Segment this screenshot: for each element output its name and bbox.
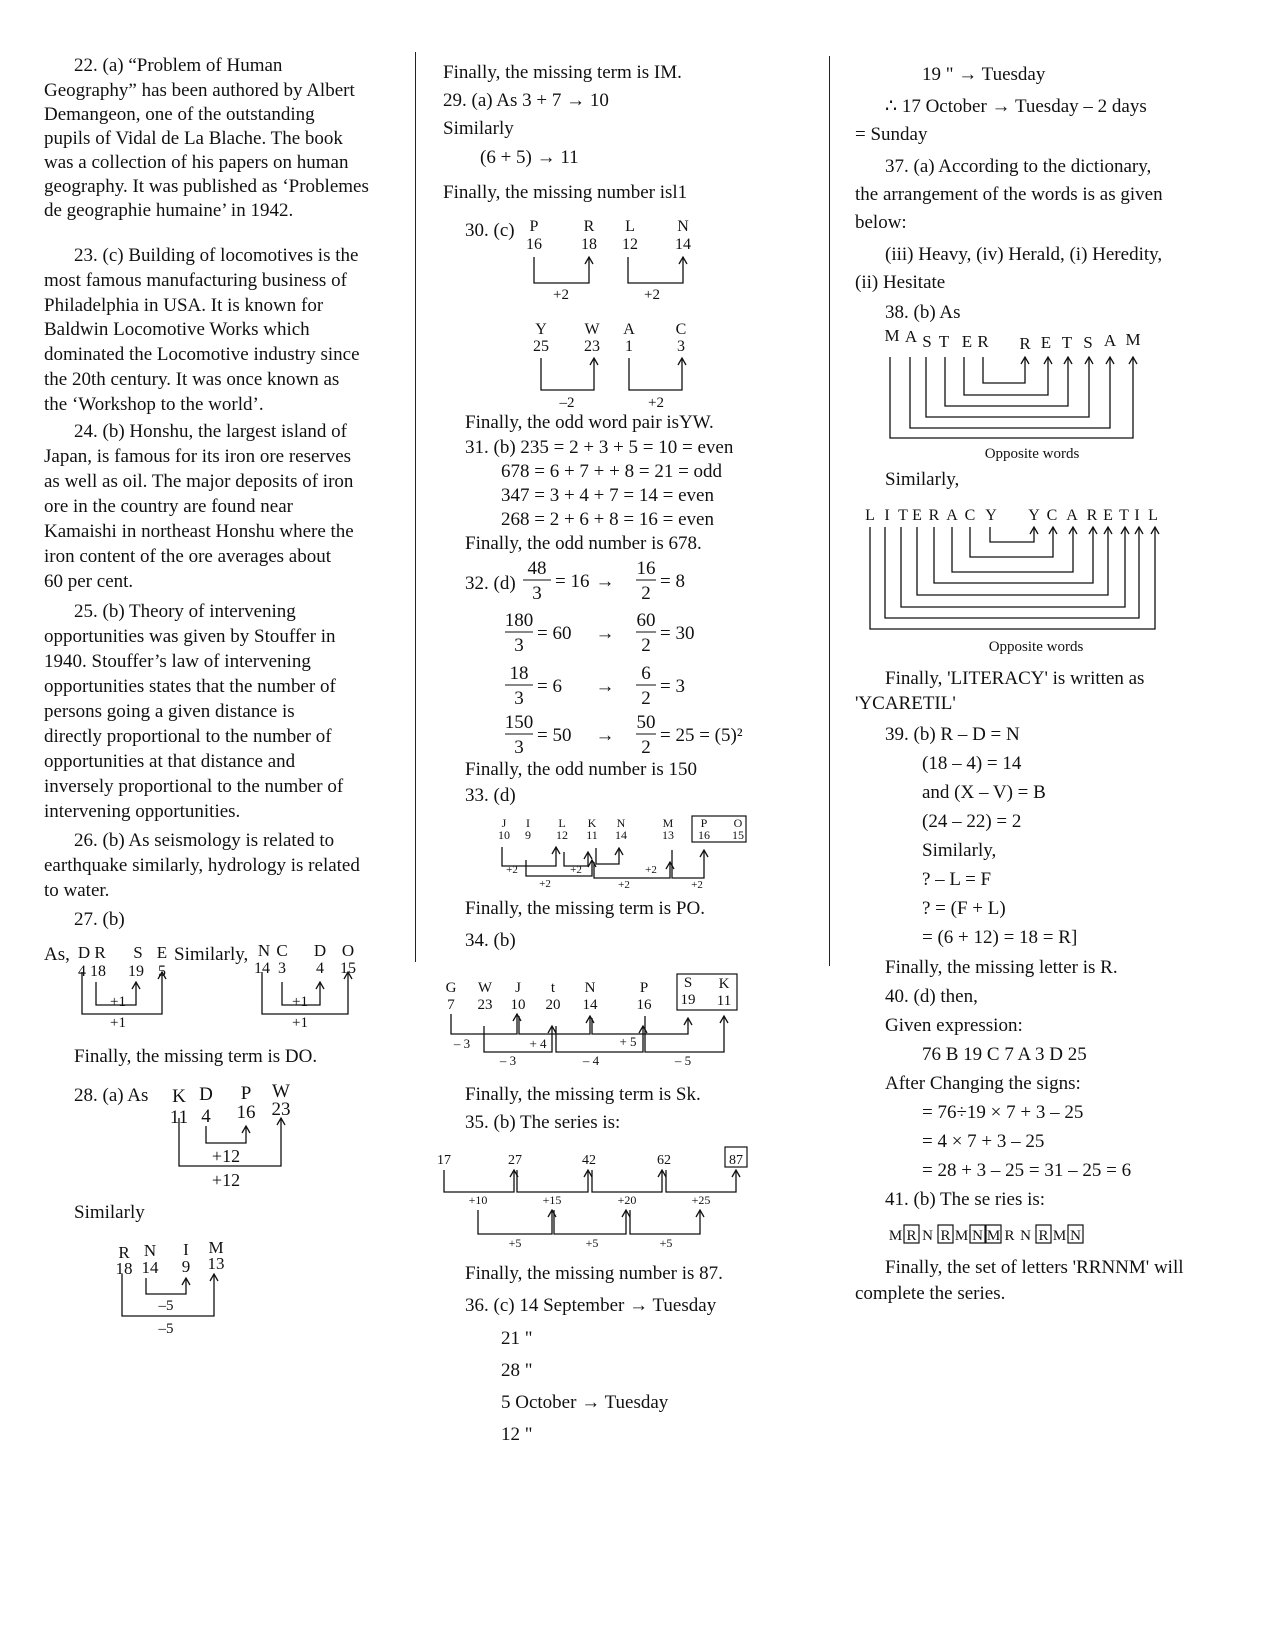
q35-diff-label: +15 [542, 1193, 562, 1207]
q41-letter: M [954, 1228, 969, 1244]
q38-a-right-letter: R [1019, 334, 1031, 353]
q28-a-outer-label: +12 [211, 1170, 241, 1190]
q27-b-letter: D [313, 941, 327, 960]
q41-letter: M [888, 1228, 903, 1244]
q38-a-right-letter: A [1103, 331, 1117, 350]
q35-second-label: +5 [508, 1236, 522, 1250]
q34-final: Finally, the missing term is Sk. [465, 1084, 701, 1105]
q32-denominator: 2 [641, 635, 651, 656]
q30-b-bracket-1 [541, 358, 594, 390]
q32-numerator: 6 [641, 663, 651, 684]
q41-letter: N [972, 1228, 983, 1244]
q29-similar: (6 + 5) → 11 [480, 147, 579, 168]
q30-b-letter: A [623, 321, 635, 338]
q28-a-num: 23 [271, 1099, 291, 1120]
q34-num: 16 [636, 997, 652, 1013]
q28-b-outer-label: –5 [158, 1321, 174, 1337]
q32-denominator: 2 [641, 583, 651, 604]
question-33-head: 33. (d) [465, 785, 516, 806]
q41-letter: N [922, 1228, 933, 1244]
q32-denominator: 3 [514, 688, 524, 709]
question-35-head: 35. (b) The series is: [465, 1112, 621, 1133]
q38-b-right-letter: E [1103, 507, 1113, 524]
question-29: 29. (a) As 3 + 7 → 10 [443, 90, 609, 111]
q27-b-outer-label: +1 [292, 1015, 308, 1031]
q32-arrow: → [595, 571, 615, 592]
q33-top-bracket-3 [596, 848, 619, 864]
q30-a-label: +2 [553, 287, 569, 303]
q38-b-right-letter: I [1134, 507, 1140, 524]
col3-line-3: = Sunday [855, 124, 928, 145]
q30-b-num: 3 [677, 338, 685, 355]
question-27-head: 27. (b) [74, 909, 125, 930]
q38-b-left-letter: E [912, 507, 922, 524]
q41-letter: R [906, 1228, 917, 1244]
q38-a-left-letter: A [904, 327, 918, 346]
q38-a-left-letter: T [938, 332, 950, 351]
q34-letter: N [584, 980, 596, 996]
q28-b-num: 13 [207, 1254, 225, 1273]
col2-similarly: Similarly [443, 118, 514, 139]
q38-a-left-letter: S [922, 332, 932, 351]
q28-a-letter: K [172, 1086, 186, 1107]
q41-letter: R [940, 1228, 951, 1244]
q28-b-inner-label: –5 [158, 1298, 174, 1314]
q41-letter: R [1038, 1228, 1049, 1244]
q33-bottom-label: +2 [539, 878, 551, 890]
q41-final-2: complete the series. [855, 1283, 1006, 1304]
q38-final-1: Finally, 'LITERACY' is written as [885, 668, 1145, 689]
q32-final: Finally, the odd number is 150 [465, 759, 698, 780]
q41-letter: M [1052, 1228, 1067, 1244]
q27-final: Finally, the missing term is DO. [74, 1046, 318, 1067]
q27-b-letter: O [341, 941, 355, 960]
q35-num: 27 [508, 1153, 522, 1168]
q27-a-letter: E [156, 943, 168, 962]
q34-num: 20 [545, 997, 561, 1013]
q33-letter: I [526, 816, 530, 830]
q32-arrow: → [595, 725, 615, 746]
q28-a-letter: D [199, 1084, 213, 1105]
q29-final: Finally, the missing number isl1 [443, 182, 688, 203]
q33-letter: M [662, 816, 674, 830]
q34-top-label: + 5 [619, 1034, 637, 1049]
q27-a-num: 19 [128, 963, 144, 980]
q34-bottom-label: – 4 [582, 1053, 600, 1068]
q34-letter: t [550, 980, 556, 996]
q28-a-letter: W [272, 1081, 290, 1102]
q38-a-left-letter: E [961, 332, 973, 351]
q38-a-bracket [983, 357, 1025, 383]
col3-line-2: ∴ 17 October → Tuesday – 2 days [885, 96, 1147, 117]
q30-a-letter: L [625, 218, 635, 235]
q28-b-inner-bracket [146, 1278, 186, 1294]
q33-num: 13 [662, 828, 674, 842]
q32-arrow: → [595, 676, 615, 697]
q30-a-letter: P [529, 218, 539, 235]
q34-letter: P [639, 980, 649, 996]
q28-b-num: 18 [115, 1259, 133, 1278]
q33-letter: O [733, 816, 743, 830]
q32-numerator: 18 [509, 663, 529, 684]
q35-bracket-4 [666, 1170, 736, 1192]
q34-num: 19 [680, 992, 696, 1008]
q30-b-bracket-2 [629, 358, 682, 390]
q30-a-num: 18 [581, 236, 597, 253]
q32-numerator: 60 [636, 610, 656, 631]
q30-a-bracket-1 [534, 257, 589, 283]
q27-a-letter: R [94, 943, 106, 962]
q34-top-label: + 4 [529, 1036, 547, 1051]
q33-num: 12 [556, 828, 568, 842]
q38-b-left-letter: A [946, 507, 958, 524]
q32-denominator: 3 [514, 635, 524, 656]
q28-a-num: 16 [236, 1102, 256, 1123]
q34-num: 7 [447, 997, 455, 1013]
q30-b-letter: Y [535, 321, 547, 338]
q32-result: = 3 [660, 676, 685, 697]
q28-a-num: 11 [169, 1107, 189, 1128]
q32-result: = 60 [537, 623, 572, 644]
q35-second-label: +5 [659, 1236, 673, 1250]
q41-letter: N [1020, 1228, 1031, 1244]
q32-result: = 25 = (5)² [660, 725, 743, 746]
q32-numerator: 16 [636, 558, 656, 579]
q28-b-letter: N [143, 1241, 157, 1260]
q35-num: 42 [582, 1153, 596, 1168]
q41-letter: R [1004, 1228, 1015, 1244]
q34-num: 23 [477, 997, 493, 1013]
q38-b-left-letter: Y [985, 507, 997, 524]
q34-bottom-label: – 5 [674, 1053, 692, 1068]
q38-a-right-letter: E [1040, 333, 1052, 352]
q27-b-num: 15 [340, 960, 356, 977]
q27-similarly-label: Similarly, [174, 944, 249, 965]
q30-b-num: 23 [584, 338, 600, 355]
q38-b-right-letter: Y [1028, 507, 1040, 524]
col2-line-1: Finally, the missing term is IM. [443, 62, 682, 83]
q33-bottom-label: +2 [691, 879, 703, 891]
q32-denominator: 3 [532, 583, 542, 604]
q38-a-bracket [926, 357, 1089, 417]
q38-b-right-letter: A [1066, 507, 1078, 524]
q35-final: Finally, the missing number is 87. [465, 1263, 723, 1284]
q33-num: 9 [525, 828, 531, 842]
q28-a-letter: P [240, 1083, 252, 1104]
q34-letter: G [445, 980, 457, 996]
q35-num: 87 [729, 1153, 743, 1168]
q27-as-label: As, [44, 944, 70, 965]
q34-letter: W [477, 980, 493, 996]
q33-bottom-bracket-3 [672, 850, 704, 878]
q38-final-2: 'YCARETIL' [855, 693, 956, 714]
q27-b-letter: N [257, 941, 271, 960]
q30-a-letter: R [583, 218, 595, 235]
q35-num: 17 [437, 1153, 451, 1168]
q38-a-left-letter: R [977, 332, 989, 351]
q28-a-num: 4 [201, 1106, 211, 1127]
q41-letter: M [986, 1228, 1001, 1244]
q35-diff-label: +25 [691, 1193, 711, 1207]
q34-top-label: – 3 [453, 1036, 471, 1051]
q32-denominator: 2 [641, 737, 651, 758]
q38-b-right-letter: T [1119, 507, 1129, 524]
q28-b-num: 9 [181, 1257, 191, 1276]
q38-b-bracket [917, 527, 1108, 595]
q33-letter: N [616, 816, 626, 830]
q35-bracket-3 [592, 1170, 662, 1192]
q33-num: 10 [498, 828, 510, 842]
q41-final-1: Finally, the set of letters 'RRNNM' will [885, 1257, 1184, 1278]
q30-a-letter: N [677, 218, 689, 235]
q35-second-bracket-2 [554, 1210, 626, 1234]
q34-num: 14 [582, 997, 598, 1013]
q35-bracket-1 [444, 1170, 514, 1192]
col3-line-1: 19 " → Tuesday [922, 64, 1046, 85]
q34-num: 11 [716, 993, 732, 1009]
q27-a-letter: D [77, 943, 91, 962]
question-28-head: 28. (a) As [74, 1085, 149, 1106]
q38-b-left-letter: R [928, 507, 940, 524]
q33-letter: L [558, 816, 566, 830]
q38-a-caption: Opposite words [984, 446, 1080, 462]
q28-b-letter: I [183, 1240, 189, 1259]
q30-b-label: +2 [648, 395, 664, 411]
q33-letter: K [587, 816, 597, 830]
q28-b-letter: M [208, 1238, 224, 1257]
q32-numerator: 50 [636, 712, 656, 733]
q33-letter: P [700, 816, 708, 830]
q35-diff-label: +10 [468, 1193, 488, 1207]
q28-a-inner-bracket [206, 1126, 246, 1143]
q27-a-outer-label: +1 [110, 1015, 126, 1031]
q38-b-right-letter: L [1148, 507, 1158, 524]
q32-denominator: 3 [514, 737, 524, 758]
q27-b-num: 3 [278, 960, 286, 977]
q38-b-right-letter: R [1086, 507, 1098, 524]
q32-numerator: 180 [504, 610, 534, 631]
q30-final: Finally, the odd word pair isYW. [465, 412, 714, 433]
q33-bottom-bracket-1 [526, 860, 592, 876]
question-41-head: 41. (b) The se ries is: [885, 1189, 1046, 1210]
q30-a-num: 14 [675, 236, 691, 253]
q35-second-bracket-1 [478, 1210, 552, 1234]
q28-b-letter: R [118, 1243, 130, 1262]
q38-b-left-letter: L [865, 507, 875, 524]
q27-b-num: 4 [316, 960, 324, 977]
q34-letter: S [683, 975, 693, 991]
q27-b-letter: C [276, 941, 288, 960]
question-34-head: 34. (b) [465, 930, 516, 951]
q28-similarly-label: Similarly [74, 1202, 145, 1223]
q33-num: 15 [732, 828, 744, 842]
q38-b-left-letter: T [898, 507, 908, 524]
q34-letter: J [515, 980, 521, 996]
q27-b-num: 14 [254, 960, 270, 977]
q32-result: = 16 [555, 571, 590, 592]
q27-a-inner-label: +1 [110, 994, 126, 1010]
q27-a-num: 18 [90, 963, 106, 980]
q35-second-label: +5 [585, 1236, 599, 1250]
q33-num: 14 [615, 828, 627, 842]
q33-bottom-label: +2 [618, 879, 630, 891]
q32-numerator: 150 [504, 712, 534, 733]
q35-diff-label: +20 [617, 1193, 637, 1207]
q33-top-label: +2 [645, 864, 657, 876]
q27-b-inner-label: +1 [292, 994, 308, 1010]
q30-a-bracket-2 [628, 257, 683, 283]
q32-result: = 30 [660, 623, 695, 644]
q30-b-label: –2 [559, 395, 575, 411]
q32-result: = 8 [660, 571, 685, 592]
q38-a-bracket [964, 357, 1048, 395]
q41-letter: N [1070, 1228, 1081, 1244]
q38-a-right-letter: M [1125, 330, 1141, 349]
question-32-head: 32. (d) [465, 573, 516, 594]
q27-a-num: 4 [78, 963, 86, 980]
q30-a-num: 12 [622, 236, 638, 253]
q30-b-letter: C [675, 321, 687, 338]
q32-denominator: 2 [641, 688, 651, 709]
q33-num: 16 [698, 828, 710, 842]
q38-b-left-letter: I [884, 507, 890, 524]
q33-letter: J [501, 816, 507, 830]
q38-b-bracket [990, 527, 1034, 542]
q30-b-num: 1 [625, 338, 633, 355]
q28-b-num: 14 [141, 1258, 159, 1277]
q38-a-right-letter: T [1061, 333, 1073, 352]
q33-final: Finally, the missing term is PO. [465, 898, 705, 919]
q32-arrow: → [595, 623, 615, 644]
q38-a-left-letter: M [884, 326, 900, 345]
q30-a-num: 16 [526, 236, 542, 253]
q38-b-left-letter: C [964, 507, 976, 524]
q33-top-label: +2 [570, 864, 582, 876]
q35-bracket-2 [517, 1170, 588, 1192]
q28-a-inner-label: +12 [211, 1146, 241, 1166]
q38-b-bracket [934, 527, 1093, 583]
q32-result: = 50 [537, 725, 572, 746]
question-30-head: 30. (c) [465, 220, 515, 241]
q30-a-label: +2 [644, 287, 660, 303]
question-38-head: 38. (b) As [885, 302, 961, 323]
q30-b-letter: W [584, 321, 600, 338]
q35-num: 62 [657, 1153, 671, 1168]
q27-a-num: 5 [158, 963, 166, 980]
q38-b-right-letter: C [1046, 507, 1058, 524]
q38-similarly: Similarly, [885, 469, 960, 490]
q35-second-bracket-3 [630, 1210, 700, 1234]
q33-num: 11 [586, 828, 598, 842]
q34-bottom-label: – 3 [499, 1053, 517, 1068]
q32-result: = 6 [537, 676, 562, 697]
q38-a-right-letter: S [1083, 333, 1093, 352]
q34-num: 10 [510, 997, 526, 1013]
q27-a-letter: S [133, 943, 143, 962]
q38-b-caption: Opposite words [988, 639, 1084, 655]
q34-letter: K [718, 976, 730, 992]
q30-b-num: 25 [533, 338, 549, 355]
q33-top-label: +2 [506, 864, 518, 876]
q32-numerator: 48 [527, 558, 547, 579]
